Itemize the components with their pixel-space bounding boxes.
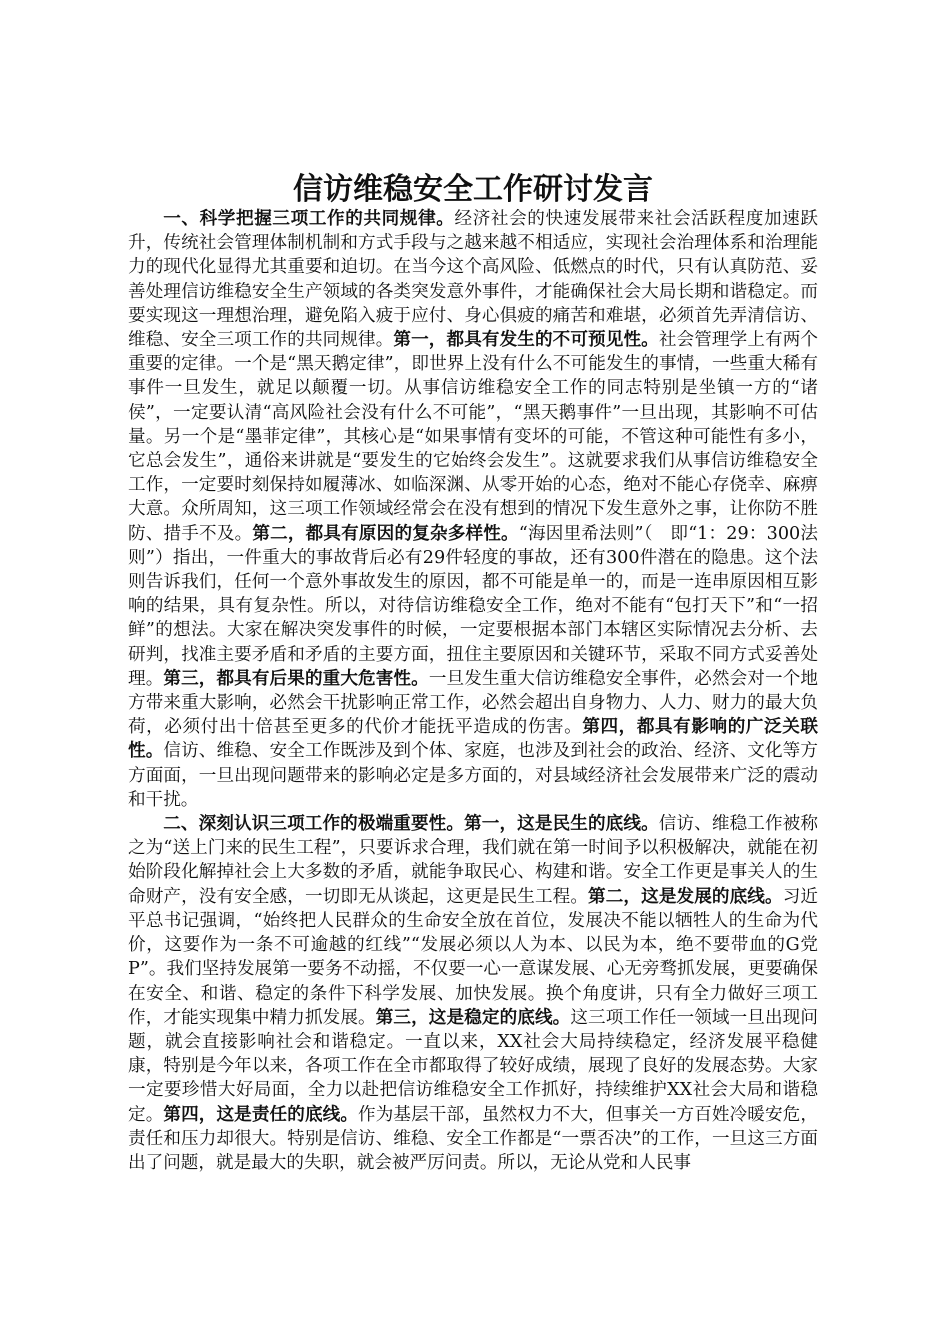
heading-text: 一、科学把握三项工作的共同规律。 <box>163 208 455 229</box>
body-text: “海因里希法则”（ 即“1：29：300法则”）指出，一件重大的事故背后必有29件轻度的事故，还有300件潜在的隐患。这个法则告诉我们，任何一个意外事故发生的原因，都不可能是单一的，而是一连串原因相互影响的结果，具有复杂性。所以，对待信访维稳安全工作，绝对不能有“包打天下”和“一招鲜”的想法。大家在解决突发事件的时候，一定要根据本部门本辖区实际情况去分析、去研判，找准主要矛盾和矛盾的主要方面，扭住主要原因和关键环节，采取不同方式妥善处理。 <box>128 523 818 689</box>
body-text: 信访、维稳、安全工作既涉及到个体、家庭，也涉及到社会的政治、经济、文化等方方面面，一旦出现问题带来的影响必定是多方面的，对县域经济社会发展带来广泛的震动和干扰。 <box>128 741 818 810</box>
body-text: 社会管理学上有两个重要的定律。一个是“黑天鹅定律”，即世界上没有什么不可能发生的事情，一些重大稀有事件一旦发生，就足以颠覆一切。从事信访维稳安全工作的同志特别是坐镇一方的“诸侯”，一定要认清“高风险社会没有什么不可能”，“黑天鹅事件”一旦出现，其影响不可估量。另一个是“墨菲定律”，其核心是“如果事情有变坏的可能，不管这种可能性有多小，它总会发生”，通俗来讲就是“要发生的它始终会发生”。这就要求我们从事信访维稳安全工作，一定要时刻保持如履薄冰、如临深渊、从零开始的心态，绝对不能心存侥幸、麻痹大意。众所周知，这三项工作领域经常会在没有想到的情况下发生意外之事，让你防不胜防、措手不及。 <box>128 330 818 544</box>
body-text: 一旦发生重大信访维稳安全事件，必然会对一个地方带来重大影响，必然会干扰影响正常工作，必然会超出自身物力、人力、财力的最大负荷，必须付出十倍甚至更多的代价才能抚平造成的伤害。 <box>128 668 818 738</box>
heading-text: 二、深刻认识三项工作的极端重要性。第一，这是民生的底线。 <box>163 813 659 835</box>
document-body <box>128 207 818 1175</box>
body-text: 习近平总书记强调，“始终把人民群众的生命安全放在首位，发展决不能以牺牲人的生命为代价，这要作为一条不可逾越的红线”“发展必须以人为本、以民为本，绝不要带血的G党P”。我们坚持发展第一要务不动摇，不仅要一心一意谋发展、心无旁骛抓发展，更要确保在安全、和谐、稳定的条件下科学发展、加快发展。换个角度讲，只有全力做好三项工作，才能实现集中精力抓发展。 <box>128 886 818 1028</box>
document-title: 信访维稳安全工作研讨发言 <box>293 172 653 207</box>
body-text: 这三项工作任一领域一旦出现问题，就会直接影响社会和谐稳定。一直以来，XX社会大局持续稳定，经济发展平稳健康，特别是今年以来，各项工作在全市都取得了较好成绩，展现了良好的发展态势。大家一定要珍惜大好局面，全力以赴把信访维稳安全工作抓好，持续维护XX社会大局和谐稳定。 <box>128 1007 818 1125</box>
body-text: 经济社会的快速发展带来社会活跃程度加速跃升，传统社会管理体制机制和方式手段与之越来越不相适应，实现社会治理体系和治理能力的现代化显得尤其重要和迫切。在当今这个高风险、低燃点的时代，只有认真防范、妥善处理信访维稳安全生产领域的各类突发意外事件，才能确保社会大局长期和谐稳定。而要实现这一理想治理，避免陷入疲于应付、身心俱疲的痛苦和难堪，必须首先弄清信访、维稳、安全三项工作的共同规律。 <box>128 209 818 351</box>
body-text: 信访、维稳工作被称之为“送上门来的民生工程”，只要诉求合理，我们就在第一时间予以积极解决，就能在初始阶段化解掉社会上大多数的矛盾，就能争取民心、构建和谐。安全工作更是事关人的生命财产，没有安全感，一切即无从谈起，这更是民生工程。 <box>128 814 818 907</box>
heading-text: 第三，这是稳定的底线。 <box>375 1006 571 1028</box>
heading-text: 第四，这是责任的底线。 <box>163 1103 359 1125</box>
paragraph-1 <box>128 207 818 812</box>
paragraph-2 <box>128 812 818 1175</box>
heading-text: 第三，都具有后果的重大危害性。 <box>163 667 429 689</box>
heading-text: 第二，这是发展的底线。 <box>588 885 783 907</box>
heading-text: 第一，都具有发生的不可预见性。 <box>393 329 659 351</box>
heading-text: 第二，都具有原因的复杂多样性。 <box>252 522 519 544</box>
body-text: 作为基层干部，虽然权力不大，但事关一方百姓冷暖安危，责任和压力却很大。特别是信访、维稳、安全工作都是“一票否决”的工作，一旦这三方面出了问题，就是最大的失职，就会被严厉问责。所以，无论从党和人民事 <box>128 1104 818 1173</box>
heading-text: 第四，都具有影响的广泛关联性。 <box>128 716 818 762</box>
